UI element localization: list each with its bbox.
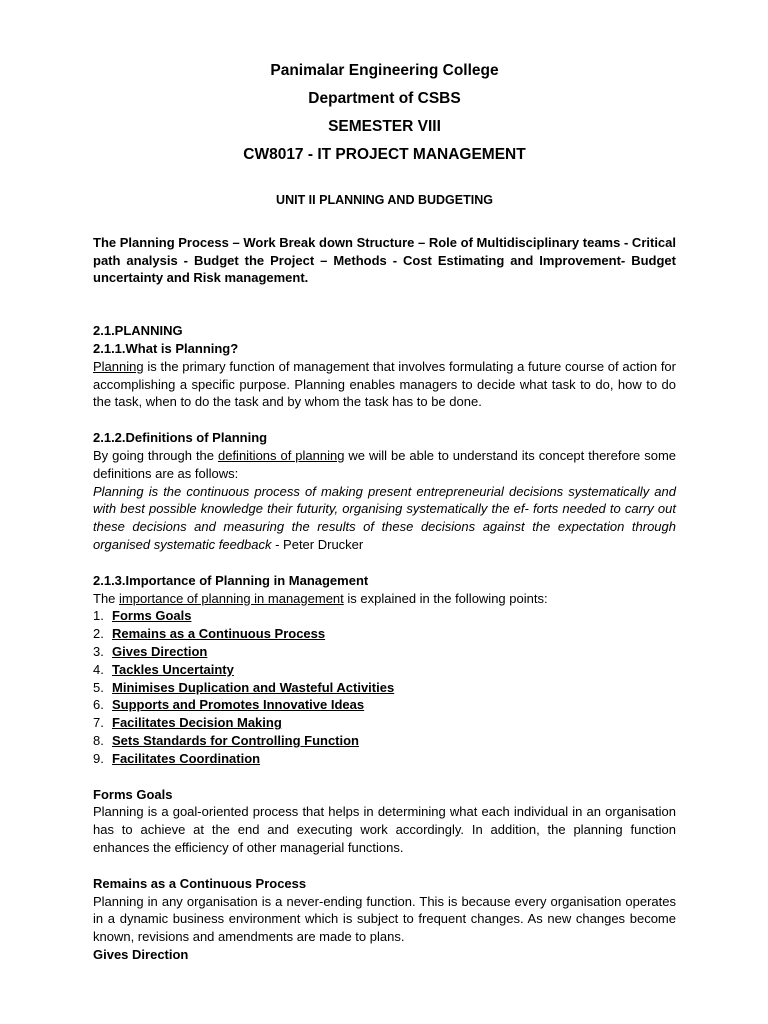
list-number: 8. (93, 732, 104, 748)
list-number: 2. (93, 626, 104, 642)
planning-term-link[interactable]: Planning (93, 358, 144, 374)
list-link[interactable]: Minimises Duplication and Wasteful Activities (112, 679, 395, 695)
list-number: 6. (93, 697, 104, 713)
list-link[interactable]: Supports and Promotes Innovative Ideas (112, 697, 365, 713)
list-item (93, 643, 676, 661)
continuous-process-heading: Remains as a Continuous Process (93, 875, 307, 891)
spacer (93, 768, 676, 786)
what-is-planning-text: is the primary function of management that involves formulating a future course of action for accomplishing a specific purpose. Planning enables managers to decide what task to do, how to do the task, when to do the task and by whom the task has to be done. (93, 358, 676, 410)
list-link[interactable]: Gives Direction (112, 643, 208, 659)
importance-link[interactable]: importance of planning in management (119, 590, 344, 606)
planning-heading: 2.1.PLANNING (93, 323, 183, 339)
importance-intro-post: is explained in the following points: (343, 590, 548, 606)
list-number: 5. (93, 679, 104, 695)
list-item (93, 750, 676, 768)
document-page (93, 60, 676, 964)
quote-attribution: - Peter Drucker (271, 536, 364, 552)
importance-intro (93, 590, 676, 608)
definitions-heading: 2.1.2.Definitions of Planning (93, 430, 268, 446)
semester-label: SEMESTER VIII (328, 118, 441, 135)
quote-text: Planning is the continuous process of making present entrepreneurial decisions systematically and with best possible knowledge their futurity, organising systematically the ef- forts needed to carry out these decisions and measuring the results of these decisions against the expectation through organised systematic feedback (93, 483, 676, 552)
definitions-intro-pre: By going through the (93, 447, 218, 463)
list-item (93, 696, 676, 714)
list-link[interactable]: Tackles Uncertainty (112, 661, 234, 677)
importance-intro-pre: The (93, 590, 120, 606)
list-number: 3. (93, 643, 104, 659)
list-item (93, 732, 676, 750)
list-link[interactable]: Facilitates Decision Making (112, 715, 282, 731)
drucker-quote (93, 483, 676, 554)
list-link[interactable]: Remains as a Continuous Process (112, 626, 326, 642)
definitions-intro-post: we will be able to understand its concept therefore some definitions are as follows: (93, 447, 677, 481)
unit-summary: The Planning Process – Work Break down Structure – Role of Multidisciplinary teams - Critical path analysis - Budget the Project – Methods - Cost Estimating and Improvement- Budget uncertainty and Risk management. (93, 234, 676, 286)
list-link[interactable]: Facilitates Coordination (112, 750, 261, 766)
unit-title: UNIT II PLANNING AND BUDGETING (276, 193, 493, 207)
gives-direction-heading: Gives Direction (93, 946, 189, 962)
forms-goals-heading: Forms Goals (93, 786, 173, 802)
what-is-planning-paragraph (93, 358, 676, 411)
department-name: Department of CSBS (308, 90, 461, 107)
definitions-intro (93, 447, 676, 483)
definitions-link[interactable]: definitions of planning (217, 447, 345, 463)
list-link[interactable]: Forms Goals (112, 608, 192, 624)
spacer (93, 554, 676, 572)
what-is-planning-heading: 2.1.1.What is Planning? (93, 340, 239, 356)
list-number: 7. (93, 715, 104, 731)
course-title: CW8017 - IT PROJECT MANAGEMENT (243, 146, 526, 163)
list-link[interactable]: Sets Standards for Controlling Function (112, 732, 359, 748)
list-item (93, 679, 676, 697)
importance-list (93, 607, 676, 767)
list-number: 1. (93, 608, 104, 624)
list-item (93, 607, 676, 625)
list-number: 9. (93, 750, 104, 766)
list-item (93, 625, 676, 643)
list-item (93, 661, 676, 679)
document-header (93, 57, 676, 169)
forms-goals-text: Planning is a goal-oriented process that helps in determining what each individual in an organisation has to achieve at the end and executing work accordingly. In addition, the planning function enhances the efficiency of other managerial functions. (93, 804, 676, 855)
spacer (93, 411, 676, 429)
college-name: Panimalar Engineering College (270, 62, 499, 79)
list-number: 4. (93, 661, 104, 677)
continuous-process-text: Planning in any organisation is a never-ending function. This is because every organisation operates in a dynamic business environment which is subject to frequent changes. As new changes become known, revisions and amendments are made to plans. (93, 893, 676, 945)
spacer (93, 857, 676, 875)
list-item (93, 714, 676, 732)
importance-heading: 2.1.3.Importance of Planning in Management (93, 572, 369, 588)
